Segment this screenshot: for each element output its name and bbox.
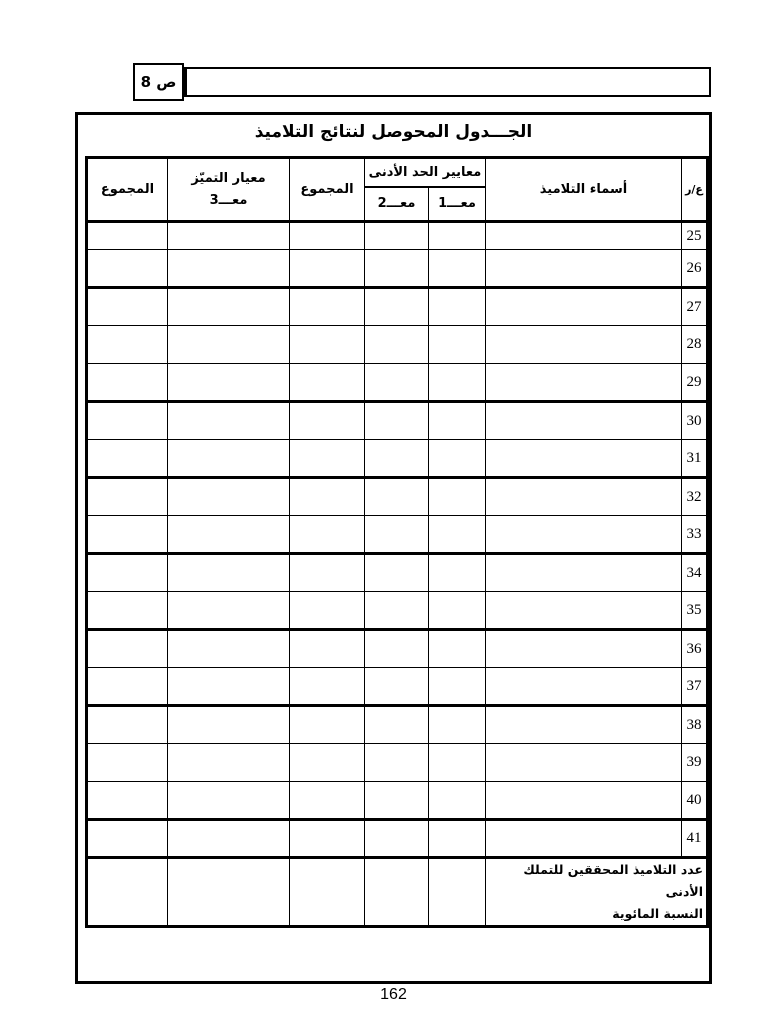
score-cell-crit2 xyxy=(365,326,429,364)
table-row xyxy=(87,222,708,250)
score-cell-total-min xyxy=(290,222,365,250)
score-cell-crit3 xyxy=(168,554,290,592)
name-cell xyxy=(486,402,682,440)
name-cell xyxy=(486,326,682,364)
name-cell xyxy=(486,288,682,326)
table-row xyxy=(87,554,708,592)
score-cell-crit3 xyxy=(168,820,290,858)
score-cell-crit1 xyxy=(429,402,486,440)
row-number-cell: 28 xyxy=(682,326,708,364)
table-row xyxy=(87,250,708,288)
score-cell-crit2 xyxy=(365,364,429,402)
column-header-crit2: معـــ2 xyxy=(365,187,429,222)
score-cell-total-exc xyxy=(87,554,168,592)
score-cell-crit2 xyxy=(365,782,429,820)
score-cell-crit1 xyxy=(429,250,486,288)
score-cell-crit2 xyxy=(365,820,429,858)
score-cell-crit1 xyxy=(429,782,486,820)
score-cell-total-exc xyxy=(87,364,168,402)
score-cell-crit1 xyxy=(429,744,486,782)
empty-header-box xyxy=(184,67,711,97)
row-number-cell: 29 xyxy=(682,364,708,402)
score-cell-crit2 xyxy=(365,592,429,630)
name-cell xyxy=(486,668,682,706)
table-footer xyxy=(87,858,708,927)
page-number: 162 xyxy=(380,986,407,1003)
table-row xyxy=(87,744,708,782)
score-cell-crit2 xyxy=(365,478,429,516)
score-cell-crit3 xyxy=(168,440,290,478)
score-cell-crit2 xyxy=(365,516,429,554)
summary-line-percentage: النسبة المائوية xyxy=(612,906,703,921)
summary-crit3-cell xyxy=(168,858,290,927)
name-cell xyxy=(486,630,682,668)
score-cell-total-min xyxy=(290,402,365,440)
score-cell-crit1 xyxy=(429,516,486,554)
score-cell-crit3 xyxy=(168,706,290,744)
summary-crit2-cell xyxy=(365,858,429,927)
score-cell-total-exc xyxy=(87,222,168,250)
table-row xyxy=(87,820,708,858)
column-header-total-min: المجموع xyxy=(290,158,365,222)
score-cell-crit2 xyxy=(365,630,429,668)
score-cell-crit1 xyxy=(429,288,486,326)
name-cell xyxy=(486,744,682,782)
score-cell-total-exc xyxy=(87,478,168,516)
name-cell xyxy=(486,440,682,478)
row-number-cell: 31 xyxy=(682,440,708,478)
table-row xyxy=(87,630,708,668)
row-number-cell: 32 xyxy=(682,478,708,516)
name-cell xyxy=(486,782,682,820)
score-cell-total-min xyxy=(290,326,365,364)
score-cell-crit2 xyxy=(365,222,429,250)
score-cell-crit1 xyxy=(429,326,486,364)
score-cell-total-exc xyxy=(87,706,168,744)
score-cell-crit2 xyxy=(365,440,429,478)
score-cell-total-exc xyxy=(87,782,168,820)
table-row xyxy=(87,706,708,744)
results-table xyxy=(85,156,709,928)
score-cell-crit1 xyxy=(429,668,486,706)
score-cell-total-exc xyxy=(87,516,168,554)
summary-total-min-cell xyxy=(290,858,365,927)
score-cell-crit1 xyxy=(429,554,486,592)
summary-crit1-cell xyxy=(429,858,486,927)
row-number-cell: 30 xyxy=(682,402,708,440)
crit3-label: معـــ3 xyxy=(209,193,248,208)
corner-page-box xyxy=(133,63,184,101)
score-cell-crit1 xyxy=(429,440,486,478)
name-cell xyxy=(486,706,682,744)
score-cell-crit1 xyxy=(429,706,486,744)
score-cell-total-min xyxy=(290,630,365,668)
score-cell-crit2 xyxy=(365,706,429,744)
row-number-cell: 41 xyxy=(682,820,708,858)
score-cell-crit3 xyxy=(168,744,290,782)
score-cell-total-min xyxy=(290,668,365,706)
score-cell-crit3 xyxy=(168,630,290,668)
score-cell-crit3 xyxy=(168,288,290,326)
table-row xyxy=(87,668,708,706)
column-header-min-criteria-group: معايير الحد الأدنى xyxy=(365,158,486,187)
table-row xyxy=(87,364,708,402)
row-number-cell: 25 xyxy=(682,222,708,250)
column-header-names: أسماء التلاميذ xyxy=(486,158,682,222)
table-row xyxy=(87,516,708,554)
score-cell-total-exc xyxy=(87,744,168,782)
name-cell xyxy=(486,478,682,516)
row-number-cell: 38 xyxy=(682,706,708,744)
score-cell-crit2 xyxy=(365,288,429,326)
score-cell-total-exc xyxy=(87,250,168,288)
summary-total-exc-cell xyxy=(87,858,168,927)
summary-row xyxy=(87,858,708,927)
column-header-crit1: معـــ1 xyxy=(429,187,486,222)
score-cell-total-exc xyxy=(87,630,168,668)
score-cell-crit3 xyxy=(168,364,290,402)
score-cell-total-min xyxy=(290,288,365,326)
table-row xyxy=(87,592,708,630)
score-cell-crit1 xyxy=(429,222,486,250)
score-cell-crit3 xyxy=(168,250,290,288)
corner-page-label: ص 8 xyxy=(140,73,177,91)
row-number-cell: 35 xyxy=(682,592,708,630)
score-cell-crit3 xyxy=(168,222,290,250)
score-cell-crit1 xyxy=(429,478,486,516)
score-cell-crit3 xyxy=(168,668,290,706)
score-cell-total-min xyxy=(290,782,365,820)
score-cell-total-min xyxy=(290,516,365,554)
name-cell xyxy=(486,250,682,288)
score-cell-total-exc xyxy=(87,402,168,440)
score-cell-total-exc xyxy=(87,668,168,706)
column-header-serial: ع/ر xyxy=(682,158,708,222)
column-header-total-exc: المجموع xyxy=(87,158,168,222)
summary-line-count: عدد التلاميذ المحققين للتملك الأدنى xyxy=(523,862,703,899)
score-cell-total-min xyxy=(290,744,365,782)
name-cell xyxy=(486,592,682,630)
score-cell-total-min xyxy=(290,250,365,288)
score-cell-total-exc xyxy=(87,592,168,630)
score-cell-total-min xyxy=(290,440,365,478)
summary-label-cell xyxy=(486,858,708,927)
document-frame xyxy=(75,112,712,984)
score-cell-crit3 xyxy=(168,478,290,516)
name-cell xyxy=(486,554,682,592)
score-cell-crit1 xyxy=(429,592,486,630)
score-cell-total-min xyxy=(290,554,365,592)
row-number-cell: 34 xyxy=(682,554,708,592)
score-cell-crit3 xyxy=(168,592,290,630)
score-cell-crit3 xyxy=(168,782,290,820)
table-row xyxy=(87,326,708,364)
score-cell-crit3 xyxy=(168,516,290,554)
score-cell-total-min xyxy=(290,592,365,630)
table-title: الجـــدول المحوصل لنتائج التلاميذ xyxy=(254,122,533,142)
score-cell-crit1 xyxy=(429,364,486,402)
table-row xyxy=(87,440,708,478)
score-cell-total-min xyxy=(290,364,365,402)
row-number-cell: 37 xyxy=(682,668,708,706)
row-number-cell: 33 xyxy=(682,516,708,554)
row-number-cell: 27 xyxy=(682,288,708,326)
score-cell-crit2 xyxy=(365,554,429,592)
score-cell-crit1 xyxy=(429,820,486,858)
score-cell-crit2 xyxy=(365,250,429,288)
name-cell xyxy=(486,364,682,402)
table-row xyxy=(87,478,708,516)
row-number-cell: 40 xyxy=(682,782,708,820)
score-cell-total-exc xyxy=(87,288,168,326)
score-cell-crit2 xyxy=(365,402,429,440)
score-cell-crit3 xyxy=(168,402,290,440)
table-row xyxy=(87,288,708,326)
table-header xyxy=(87,158,708,222)
name-cell xyxy=(486,820,682,858)
score-cell-crit3 xyxy=(168,326,290,364)
score-cell-total-min xyxy=(290,820,365,858)
row-number-cell: 36 xyxy=(682,630,708,668)
table-row xyxy=(87,782,708,820)
score-cell-crit1 xyxy=(429,630,486,668)
table-row xyxy=(87,402,708,440)
column-header-excellence xyxy=(168,158,290,222)
name-cell xyxy=(486,516,682,554)
score-cell-total-min xyxy=(290,706,365,744)
row-number-cell: 39 xyxy=(682,744,708,782)
score-cell-total-exc xyxy=(87,820,168,858)
excellence-title: معيار التميّز xyxy=(191,171,266,186)
score-cell-crit2 xyxy=(365,668,429,706)
score-cell-crit2 xyxy=(365,744,429,782)
score-cell-total-exc xyxy=(87,440,168,478)
table-body xyxy=(87,222,708,858)
score-cell-total-min xyxy=(290,478,365,516)
score-cell-total-exc xyxy=(87,326,168,364)
row-number-cell: 26 xyxy=(682,250,708,288)
name-cell xyxy=(486,222,682,250)
